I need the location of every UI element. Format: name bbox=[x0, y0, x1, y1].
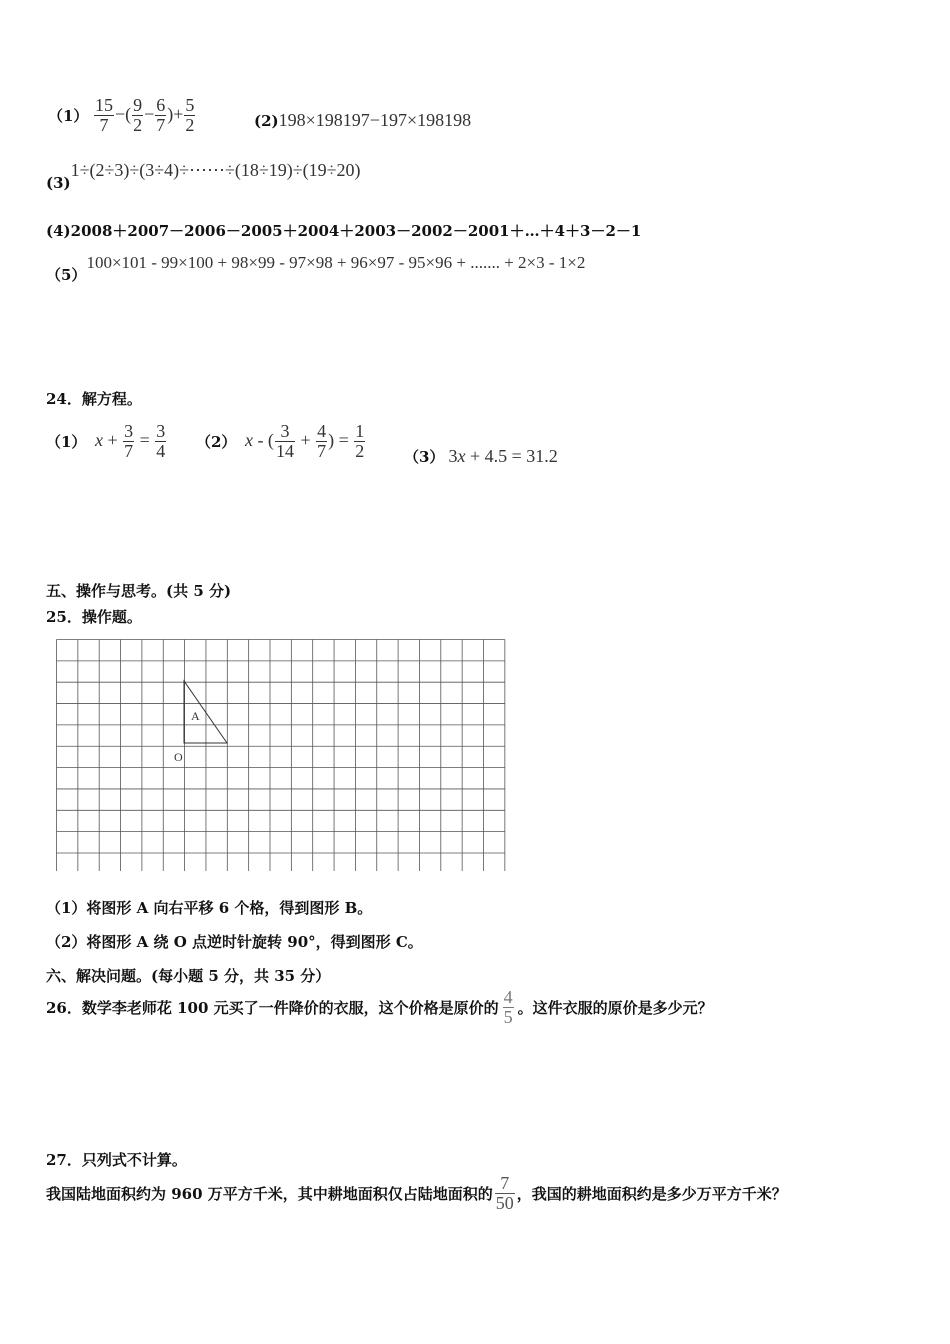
q27-fraction: $\frac{7}{50}$ bbox=[495, 1173, 514, 1213]
q26-fraction: $\frac{4}{5}$ bbox=[503, 987, 513, 1027]
q25-title: 25．操作题。 bbox=[46, 608, 142, 626]
fraction: $\frac{1}{2}$ bbox=[355, 421, 365, 461]
q26-text-before: 26．数学李老师花 100 元买了一件降价的衣服，这个价格是原价的 bbox=[46, 998, 499, 1017]
fraction: $\frac{4}{7}$ bbox=[317, 421, 327, 461]
origin-o-label: O bbox=[174, 750, 183, 764]
equation-3 bbox=[404, 446, 558, 467]
problem-4: (4)2008＋2007－2006－2005＋2004＋2003－2002－2001＋…＋4＋3－2－1 bbox=[46, 222, 642, 240]
problem-3-label: (3) bbox=[46, 174, 71, 192]
equation-1 bbox=[46, 422, 167, 461]
equation-1-label: （1） bbox=[46, 432, 87, 451]
equation-2-expression: x - ( $\frac{3}{14}$ + $\frac{4}{7}$ ) = $\frac{1}{2}$ bbox=[244, 421, 365, 461]
q27-text-before: 我国陆地面积约为 960 万平方千米，其中耕地面积仅占陆地面积的 bbox=[46, 1184, 493, 1203]
problem-1-expression: $\frac{15}{7}$ −( $\frac{9}{2}$ − $\frac{6}{7}$ )+ $\frac{5}{2}$ bbox=[94, 95, 195, 135]
problem-1-label: （1） bbox=[48, 106, 89, 125]
section-6-heading: 六、解决问题。(每小题 5 分，共 35 分） bbox=[46, 967, 331, 985]
q26 bbox=[46, 988, 713, 1027]
q27 bbox=[46, 1174, 787, 1213]
equation-1-expression: x + $\frac{3}{7}$ = $\frac{3}{4}$ bbox=[94, 421, 166, 461]
equation-3-label: （3） bbox=[404, 448, 445, 466]
problem-2-expression: 198×198197−197×198198 bbox=[278, 110, 472, 130]
problem-5 bbox=[46, 252, 586, 284]
q27-title: 27．只列式不计算。 bbox=[46, 1151, 187, 1169]
section-5-heading: 五、操作与思考。(共 5 分) bbox=[46, 582, 232, 600]
problem-2 bbox=[254, 110, 471, 131]
q24-title: 24．解方程。 bbox=[46, 390, 142, 408]
q26-text-after: 。这件衣服的原价是多少元？ bbox=[517, 998, 713, 1017]
equation-2-label: （2） bbox=[196, 432, 237, 451]
fraction: $\frac{15}{7}$ bbox=[94, 95, 113, 135]
triangle-a-label: A bbox=[191, 709, 200, 723]
fraction: $\frac{3}{14}$ bbox=[275, 421, 294, 461]
grid-diagram bbox=[56, 639, 509, 871]
fraction: $\frac{5}{2}$ bbox=[185, 95, 195, 135]
fraction: $\frac{3}{7}$ bbox=[124, 421, 134, 461]
fraction: $\frac{3}{4}$ bbox=[156, 421, 166, 461]
fraction: $\frac{6}{7}$ bbox=[156, 95, 166, 135]
problem-5-expression: 100×101 - 99×100 + 98×99 - 97×98 + 96×97 - 95×96 + ....... + 2×3 - 1×2 bbox=[86, 253, 586, 272]
equation-2 bbox=[196, 422, 366, 461]
problem-3 bbox=[46, 160, 361, 192]
problem-2-label: (2) bbox=[254, 112, 279, 130]
problem-1 bbox=[48, 96, 196, 135]
equation-3-expression: 3x + 4.5 = 31.2 bbox=[448, 446, 558, 466]
q25-task-1: （1）将图形 A 向右平移 6 个格，得到图形 B。 bbox=[46, 899, 373, 917]
grid-lines bbox=[57, 640, 505, 872]
q25-task-2: （2）将图形 A 绕 O 点逆时针旋转 90°，得到图形 C。 bbox=[46, 933, 423, 951]
problem-3-expression: 1÷(2÷3)÷(3÷4)÷⋯⋯÷(18÷19)÷(19÷20) bbox=[70, 160, 361, 180]
q27-text-after: ，我国的耕地面积约是多少万平方千米？ bbox=[516, 1184, 787, 1203]
problem-5-label: （5） bbox=[46, 266, 87, 284]
fraction: $\frac{9}{2}$ bbox=[133, 95, 143, 135]
